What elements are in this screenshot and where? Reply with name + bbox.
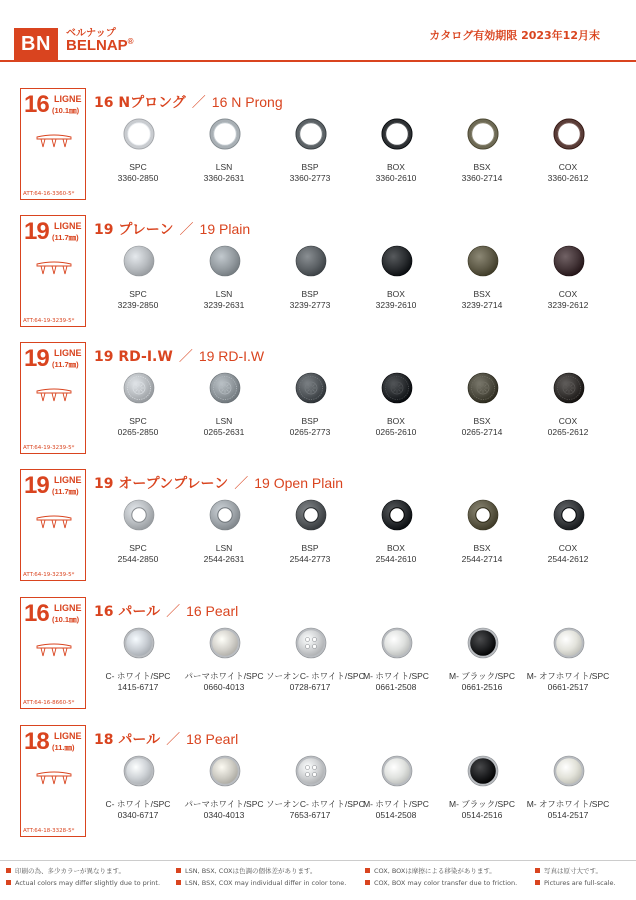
variant-label — [180, 799, 268, 821]
variant-label — [94, 671, 182, 693]
variant-label — [266, 543, 354, 565]
variant-finish-name: BOX — [387, 289, 405, 299]
title-separator: ／ — [234, 476, 249, 492]
emboss-button-image — [209, 372, 241, 404]
button-variant-list — [94, 627, 624, 707]
variant-finish-name: M- ブラック/SPC — [449, 799, 515, 809]
variant-product-code: 0265-2773 — [289, 427, 331, 437]
bullet-square-icon — [365, 868, 370, 873]
variant-label — [524, 799, 612, 821]
catalog-validity: カタログ有効期限 2023年12月末 — [429, 29, 600, 42]
pearl-button-image — [123, 755, 155, 787]
attachment-code: ATT:64-16-8660-5* — [23, 700, 75, 706]
section-title — [94, 219, 250, 239]
attachment-code: ATT:64-19-3239-5* — [23, 445, 75, 451]
footer-note-en-text: Pictures are full-scale. — [544, 879, 616, 887]
pearl-button-image — [553, 755, 585, 787]
variant-product-code: 2544-2773 — [289, 554, 331, 564]
attachment-prong-diagram — [35, 387, 73, 405]
variant-finish-name: LSN — [215, 543, 233, 553]
section-title-en: 16 Pearl — [186, 603, 239, 619]
variant-product-code: 3360-2612 — [547, 173, 589, 183]
size-spec-box — [20, 88, 86, 200]
ring-button-image — [295, 118, 327, 150]
brand-code-badge: BN — [14, 28, 58, 60]
pearl-button-image — [295, 755, 327, 787]
bullet-square-icon — [6, 880, 11, 885]
section-title-jp: 19 プレーン — [94, 222, 174, 238]
variant-finish-name: M- ホワイト/SPC — [363, 799, 429, 809]
pearl-button-image — [381, 755, 413, 787]
plain-button-image — [381, 245, 413, 277]
title-separator: ／ — [166, 604, 181, 620]
footer-note — [365, 866, 517, 888]
variant-label — [94, 162, 182, 184]
variant-product-code: 0514-2517 — [547, 810, 589, 820]
size-mm-label: (10.1㎜) — [52, 615, 80, 624]
pearl-button-image — [295, 627, 327, 659]
variant-product-code: 0340-6717 — [117, 810, 159, 820]
bullet-square-icon — [6, 868, 11, 873]
variant-product-code: 2544-2631 — [203, 554, 245, 564]
variant-label — [352, 162, 440, 184]
variant-product-code: 3360-2773 — [289, 173, 331, 183]
brand-name — [66, 37, 134, 54]
variant-product-code: 3360-2714 — [461, 173, 503, 183]
footer-note-jp — [176, 866, 346, 876]
footer-notes — [0, 866, 636, 896]
brand-kana: ベルナップ — [66, 28, 116, 39]
registered-mark: ® — [127, 37, 134, 46]
size-number: 18 — [24, 728, 49, 755]
open-button-image — [123, 499, 155, 531]
size-mm-label: (11.7㎜) — [52, 360, 79, 369]
footer-note-jp — [535, 866, 616, 876]
ring-button-image — [209, 118, 241, 150]
title-separator: ／ — [191, 95, 206, 111]
variant-product-code: 3360-2631 — [203, 173, 245, 183]
variant-product-code: 2544-2612 — [547, 554, 589, 564]
variant-label — [438, 416, 526, 438]
section-title-jp: 16 パール — [94, 604, 161, 620]
section-title — [94, 473, 343, 493]
variant-product-code: 2544-2714 — [461, 554, 503, 564]
variant-label — [94, 799, 182, 821]
emboss-button-image — [467, 372, 499, 404]
size-mm-label: (11.㎜) — [52, 743, 75, 752]
variant-finish-name: BOX — [387, 543, 405, 553]
variant-label — [180, 162, 268, 184]
variant-product-code: 3239-2714 — [461, 300, 503, 310]
footer-note — [176, 866, 346, 888]
variant-finish-name: BSP — [301, 543, 319, 553]
size-number: 19 — [24, 472, 49, 499]
variant-finish-name: BSP — [301, 162, 319, 172]
plain-button-image — [295, 245, 327, 277]
variant-label — [438, 799, 526, 821]
page-header — [0, 0, 636, 62]
footer-note-jp — [365, 866, 517, 876]
attachment-prong-diagram — [35, 770, 73, 788]
title-separator: ／ — [166, 732, 181, 748]
variant-product-code: 2544-2850 — [117, 554, 159, 564]
variant-product-code: 0265-2610 — [375, 427, 417, 437]
size-mm-label: (11.7㎜) — [52, 487, 79, 496]
attachment-code: ATT:64-18-3328-5* — [23, 828, 75, 834]
attachment-code: ATT:64-19-3239-5* — [23, 572, 75, 578]
variant-finish-name: LSN — [215, 289, 233, 299]
footer-note-en — [176, 878, 346, 888]
variant-finish-name: BOX — [387, 416, 405, 426]
bullet-square-icon — [535, 880, 540, 885]
variant-label — [352, 799, 440, 821]
size-number: 16 — [24, 91, 49, 118]
variant-finish-name: SPC — [129, 543, 147, 553]
variant-finish-name: BSX — [473, 289, 491, 299]
ligne-label: LIGNE — [54, 221, 82, 231]
open-button-image — [381, 499, 413, 531]
variant-label — [94, 289, 182, 311]
pearl-button-image — [209, 755, 241, 787]
variant-finish-name: BSP — [301, 289, 319, 299]
section-title-en: 16 N Prong — [211, 94, 283, 110]
variant-product-code: 0265-2612 — [547, 427, 589, 437]
pearl-button-image — [381, 627, 413, 659]
attachment-code: ATT:64-19-3239-5* — [23, 318, 75, 324]
plain-button-image — [467, 245, 499, 277]
footer-note-jp-text: COX, BOXは摩擦による移染があります。 — [374, 867, 496, 875]
open-button-image — [553, 499, 585, 531]
footer-note-jp-text: LSN, BSX, COXは色調の個体差があります。 — [185, 867, 317, 875]
variant-product-code: 0661-2508 — [375, 682, 417, 692]
footer-note — [6, 866, 160, 888]
variant-label — [524, 543, 612, 565]
variant-label — [438, 671, 526, 693]
section-title-jp: 18 パール — [94, 732, 161, 748]
variant-finish-name: C- ホワイト/SPC — [105, 799, 171, 809]
variant-label — [352, 289, 440, 311]
bullet-square-icon — [176, 880, 181, 885]
variant-label — [438, 543, 526, 565]
variant-label — [352, 543, 440, 565]
ligne-label: LIGNE — [54, 94, 82, 104]
variant-finish-name: LSN — [215, 162, 233, 172]
variant-finish-name: パーマホワイト/SPC — [184, 799, 264, 809]
bullet-square-icon — [365, 880, 370, 885]
bullet-square-icon — [535, 868, 540, 873]
section-title-en: 18 Pearl — [186, 731, 239, 747]
attachment-prong-diagram — [35, 642, 73, 660]
variant-label — [94, 543, 182, 565]
open-button-image — [467, 499, 499, 531]
footer-divider — [0, 860, 636, 861]
variant-finish-name: LSN — [215, 416, 233, 426]
variant-finish-name: パーマホワイト/SPC — [184, 671, 264, 681]
section-title-jp: 19 RD-I.W — [94, 349, 173, 365]
ring-button-image — [553, 118, 585, 150]
brand-name-text: BELNAP — [66, 37, 128, 54]
variant-finish-name: C- ホワイト/SPC — [105, 671, 171, 681]
variant-product-code: 3239-2850 — [117, 300, 159, 310]
variant-label — [180, 289, 268, 311]
variant-finish-name: BSX — [473, 416, 491, 426]
size-spec-box — [20, 725, 86, 837]
product-section — [20, 725, 620, 837]
variant-label — [266, 799, 365, 821]
variant-product-code: 0265-2714 — [461, 427, 503, 437]
variant-finish-name: M- オフホワイト/SPC — [526, 799, 610, 809]
variant-product-code: 2544-2610 — [375, 554, 417, 564]
variant-finish-name: ソーオンC- ホワイト/SPC — [266, 671, 365, 681]
variant-label — [352, 671, 440, 693]
button-variant-list — [94, 372, 624, 452]
ligne-label: LIGNE — [54, 731, 82, 741]
ligne-label: LIGNE — [54, 475, 82, 485]
plain-button-image — [209, 245, 241, 277]
section-title-jp: 16 Nプロング — [94, 95, 186, 111]
variant-label — [266, 162, 354, 184]
variant-label — [180, 416, 268, 438]
open-button-image — [209, 499, 241, 531]
variant-finish-name: SPC — [129, 416, 147, 426]
variant-finish-name: ソーオンC- ホワイト/SPC — [266, 799, 365, 809]
variant-label — [180, 543, 268, 565]
variant-product-code: 0661-2516 — [461, 682, 503, 692]
ring-button-image — [381, 118, 413, 150]
size-number: 19 — [24, 345, 49, 372]
button-variant-list — [94, 755, 624, 835]
variant-label — [524, 289, 612, 311]
variant-product-code: 7653-6717 — [289, 810, 331, 820]
variant-finish-name: BSP — [301, 416, 319, 426]
variant-label — [352, 416, 440, 438]
pearl-button-image — [209, 627, 241, 659]
size-spec-box — [20, 215, 86, 327]
product-section — [20, 469, 620, 581]
variant-label — [266, 671, 365, 693]
variant-product-code: 3239-2631 — [203, 300, 245, 310]
product-section — [20, 215, 620, 327]
footer-note-en-text: LSN, BSX, COX may individual differ in color tone. — [185, 879, 347, 887]
attachment-prong-diagram — [35, 260, 73, 278]
footer-note-jp-text: 写真は原寸大です。 — [544, 867, 602, 875]
product-section — [20, 597, 620, 709]
emboss-button-image — [295, 372, 327, 404]
emboss-button-image — [381, 372, 413, 404]
variant-finish-name: COX — [558, 543, 578, 553]
footer-note-jp-text: 印刷の為、多少カラーが異なります。 — [15, 867, 125, 875]
section-title — [94, 346, 264, 366]
variant-label — [266, 289, 354, 311]
variant-label — [438, 289, 526, 311]
section-title — [94, 729, 238, 749]
footer-note-en — [6, 878, 160, 888]
section-title — [94, 601, 238, 621]
variant-product-code: 0514-2516 — [461, 810, 503, 820]
open-button-image — [295, 499, 327, 531]
variant-product-code: 0514-2508 — [375, 810, 417, 820]
variant-finish-name: M- オフホワイト/SPC — [526, 671, 610, 681]
plain-button-image — [553, 245, 585, 277]
variant-finish-name: M- ブラック/SPC — [449, 671, 515, 681]
size-number: 19 — [24, 218, 49, 245]
footer-note-en-text: COX, BOX may color transfer due to friction. — [374, 879, 518, 887]
variant-label — [524, 162, 612, 184]
variant-label — [180, 671, 268, 693]
variant-product-code: 0340-4013 — [203, 810, 245, 820]
product-section — [20, 342, 620, 454]
button-variant-list — [94, 118, 624, 198]
size-spec-box — [20, 469, 86, 581]
variant-label — [524, 671, 612, 693]
pearl-button-image — [467, 755, 499, 787]
variant-product-code: 3239-2612 — [547, 300, 589, 310]
pearl-button-image — [123, 627, 155, 659]
section-title-en: 19 RD-I.W — [198, 348, 265, 364]
footer-note-en-text: Actual colors may differ slightly due to print. — [15, 879, 161, 887]
product-section — [20, 88, 620, 200]
section-title-en: 19 Open Plain — [254, 475, 343, 491]
variant-product-code: 0265-2631 — [203, 427, 245, 437]
ring-button-image — [467, 118, 499, 150]
variant-product-code: 0660-4013 — [203, 682, 245, 692]
section-title-en: 19 Plain — [199, 221, 251, 237]
emboss-button-image — [123, 372, 155, 404]
section-title-jp: 19 オープンプレーン — [94, 476, 229, 492]
title-separator: ／ — [179, 222, 194, 238]
plain-button-image — [123, 245, 155, 277]
ligne-label: LIGNE — [54, 603, 82, 613]
variant-label — [438, 162, 526, 184]
variant-product-code: 3360-2610 — [375, 173, 417, 183]
variant-finish-name: COX — [558, 289, 578, 299]
button-variant-list — [94, 245, 624, 325]
pearl-button-image — [553, 627, 585, 659]
title-separator: ／ — [178, 349, 193, 365]
size-mm-label: (11.7㎜) — [52, 233, 79, 242]
variant-product-code: 3360-2850 — [117, 173, 159, 183]
ring-button-image — [123, 118, 155, 150]
button-variant-list — [94, 499, 624, 579]
footer-note-en — [365, 878, 517, 888]
variant-finish-name: BOX — [387, 162, 405, 172]
size-spec-box — [20, 342, 86, 454]
pearl-button-image — [467, 627, 499, 659]
attachment-prong-diagram — [35, 514, 73, 532]
size-mm-label: (10.1㎜) — [52, 106, 80, 115]
header-divider — [0, 60, 636, 62]
size-number: 16 — [24, 600, 49, 627]
variant-product-code: 0728-6717 — [289, 682, 331, 692]
emboss-button-image — [553, 372, 585, 404]
variant-finish-name: M- ホワイト/SPC — [363, 671, 429, 681]
variant-finish-name: BSX — [473, 543, 491, 553]
variant-label — [94, 416, 182, 438]
variant-product-code: 1415-6717 — [117, 682, 159, 692]
variant-product-code: 0265-2850 — [117, 427, 159, 437]
variant-finish-name: BSX — [473, 162, 491, 172]
footer-note — [535, 866, 616, 888]
attachment-code: ATT:64-16-3360-5* — [23, 191, 75, 197]
bullet-square-icon — [176, 868, 181, 873]
footer-note-jp — [6, 866, 160, 876]
variant-product-code: 3239-2610 — [375, 300, 417, 310]
size-spec-box — [20, 597, 86, 709]
variant-finish-name: SPC — [129, 289, 147, 299]
variant-label — [524, 416, 612, 438]
variant-product-code: 3239-2773 — [289, 300, 331, 310]
section-title — [94, 92, 283, 112]
variant-finish-name: SPC — [129, 162, 147, 172]
variant-finish-name: COX — [558, 162, 578, 172]
variant-finish-name: COX — [558, 416, 578, 426]
attachment-prong-diagram — [35, 133, 73, 151]
variant-product-code: 0661-2517 — [547, 682, 589, 692]
footer-note-en — [535, 878, 616, 888]
variant-label — [266, 416, 354, 438]
ligne-label: LIGNE — [54, 348, 82, 358]
